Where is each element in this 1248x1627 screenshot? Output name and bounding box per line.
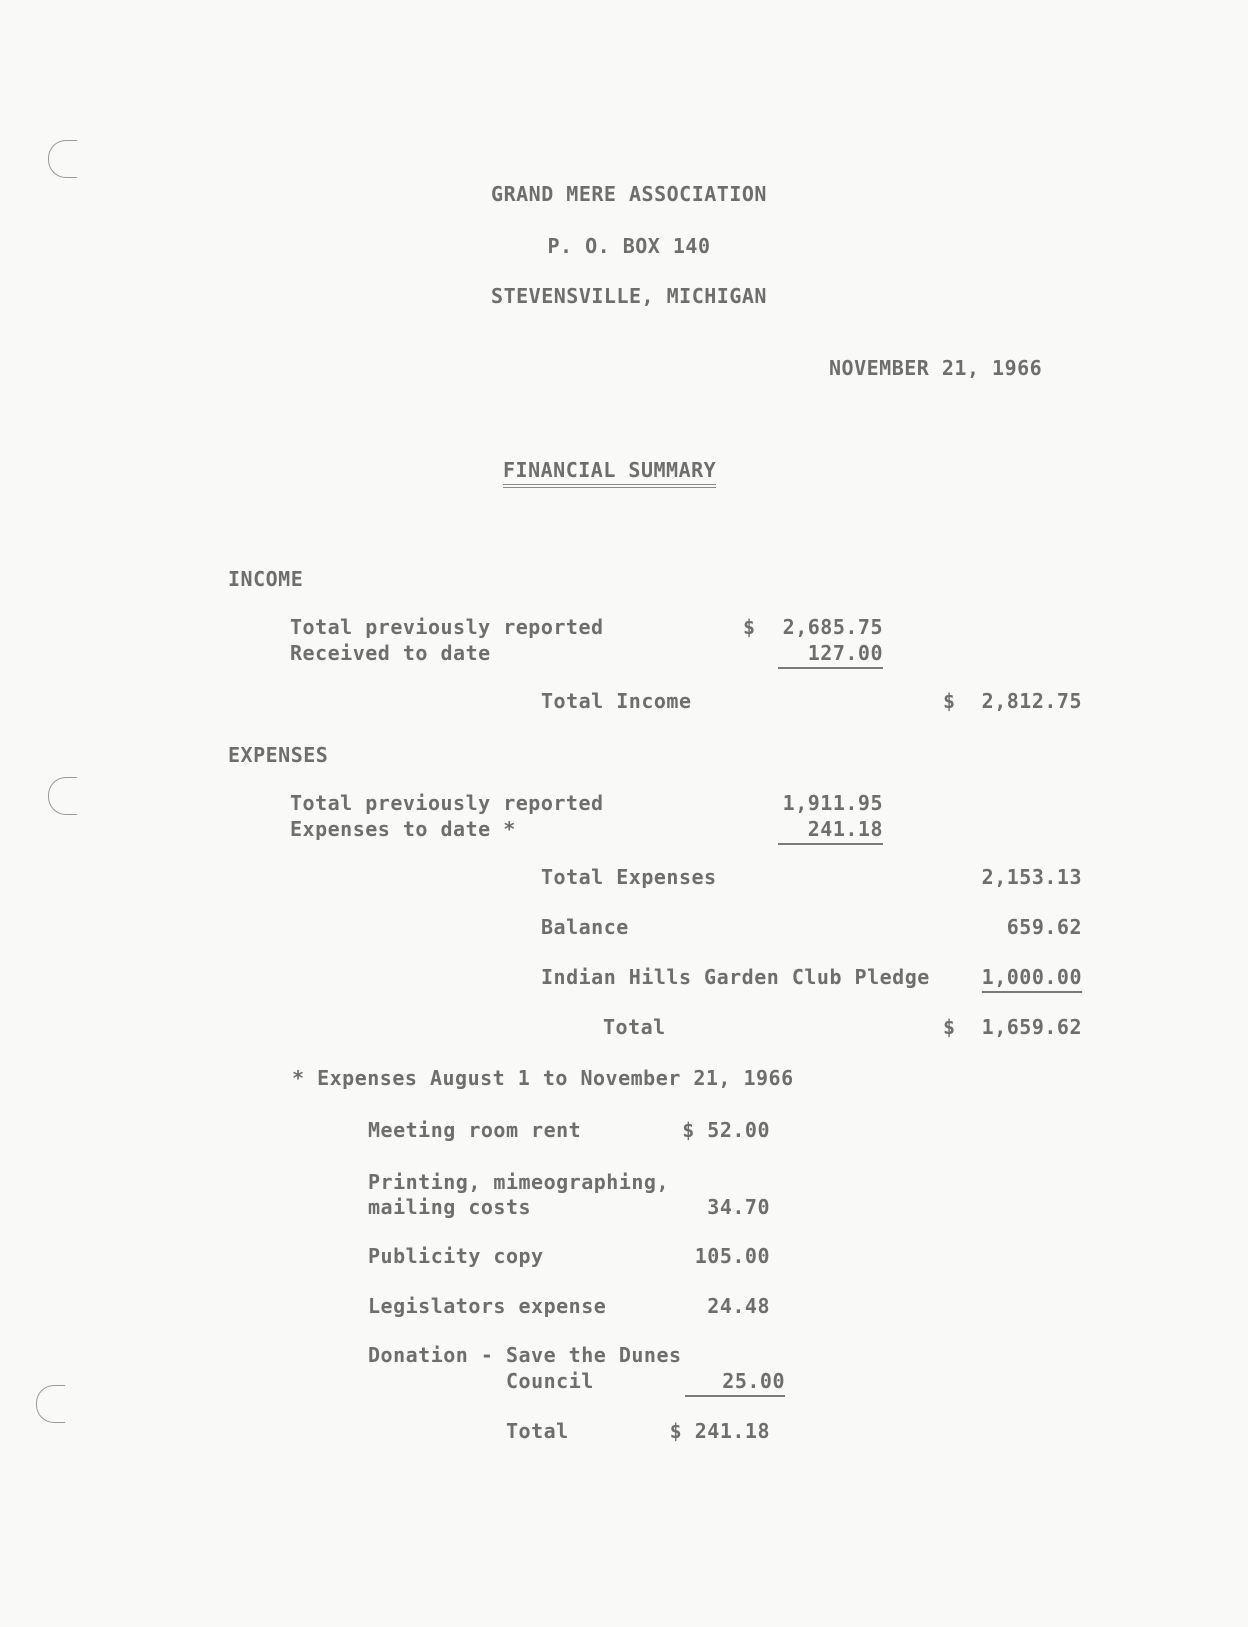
detail-item-label: Publicity copy — [368, 1244, 544, 1268]
expenses-heading: EXPENSES — [228, 743, 329, 767]
grand-total-value: 1,659.62 — [981, 1015, 1082, 1039]
detail-item-value: 25.00 — [685, 1368, 785, 1397]
detail-item-label: Legislators expense — [368, 1294, 607, 1318]
income-total-label: Total Income — [541, 689, 692, 713]
income-total-dollar: $ — [943, 689, 956, 713]
pledge-value: 1,000.00 — [982, 964, 1082, 993]
detail-item-value: 105.00 — [694, 1244, 770, 1268]
detail-total-value: $ 241.18 — [669, 1419, 770, 1443]
detail-item-label-line2: mailing costs — [368, 1195, 532, 1219]
org-name: GRAND MERE ASSOCIATION — [491, 182, 767, 206]
expenses-total-value: 2,153.13 — [981, 865, 1082, 889]
expenses-to-date-label: Expenses to date * — [290, 817, 516, 841]
detail-item-value: 34.70 — [707, 1195, 770, 1219]
expenses-total-label: Total Expenses — [541, 865, 717, 889]
income-received-value: 127.00 — [778, 640, 883, 669]
detail-item-value: $ 52.00 — [682, 1118, 770, 1142]
income-received-label: Received to date — [290, 641, 491, 665]
expenses-to-date-value: 241.18 — [778, 816, 883, 845]
income-prev-dollar: $ — [743, 615, 756, 639]
detail-item-value: 24.48 — [707, 1294, 770, 1318]
punch-hole-middle — [48, 777, 77, 815]
detail-item-label: Printing, mimeographing, — [368, 1170, 669, 1194]
city: STEVENSVILLE, MICHIGAN — [491, 284, 767, 308]
punch-hole-bottom — [36, 1385, 65, 1423]
detail-heading: * Expenses August 1 to November 21, 1966 — [292, 1066, 794, 1090]
document-title: FINANCIAL SUMMARY — [503, 457, 716, 488]
income-prev-value: 2,685.75 — [782, 615, 883, 639]
punch-hole-top — [48, 140, 77, 178]
balance-label: Balance — [541, 915, 629, 939]
balance-value: 659.62 — [1006, 915, 1082, 939]
pledge-label: Indian Hills Garden Club Pledge — [541, 965, 930, 989]
detail-item-label: Meeting room rent — [368, 1118, 582, 1142]
detail-item-label-line2: Council — [506, 1369, 594, 1393]
grand-total-dollar: $ — [943, 1015, 956, 1039]
income-prev-label: Total previously reported — [290, 615, 604, 639]
expenses-prev-label: Total previously reported — [290, 791, 604, 815]
detail-item-label: Donation - Save the Dunes — [368, 1343, 682, 1367]
detail-total-label: Total — [506, 1419, 569, 1443]
income-total-value: 2,812.75 — [981, 689, 1082, 713]
document-date: NOVEMBER 21, 1966 — [829, 356, 1043, 380]
po-box: P. O. BOX 140 — [547, 234, 711, 258]
expenses-prev-value: 1,911.95 — [782, 791, 883, 815]
grand-total-label: Total — [603, 1015, 666, 1039]
income-heading: INCOME — [228, 567, 304, 591]
